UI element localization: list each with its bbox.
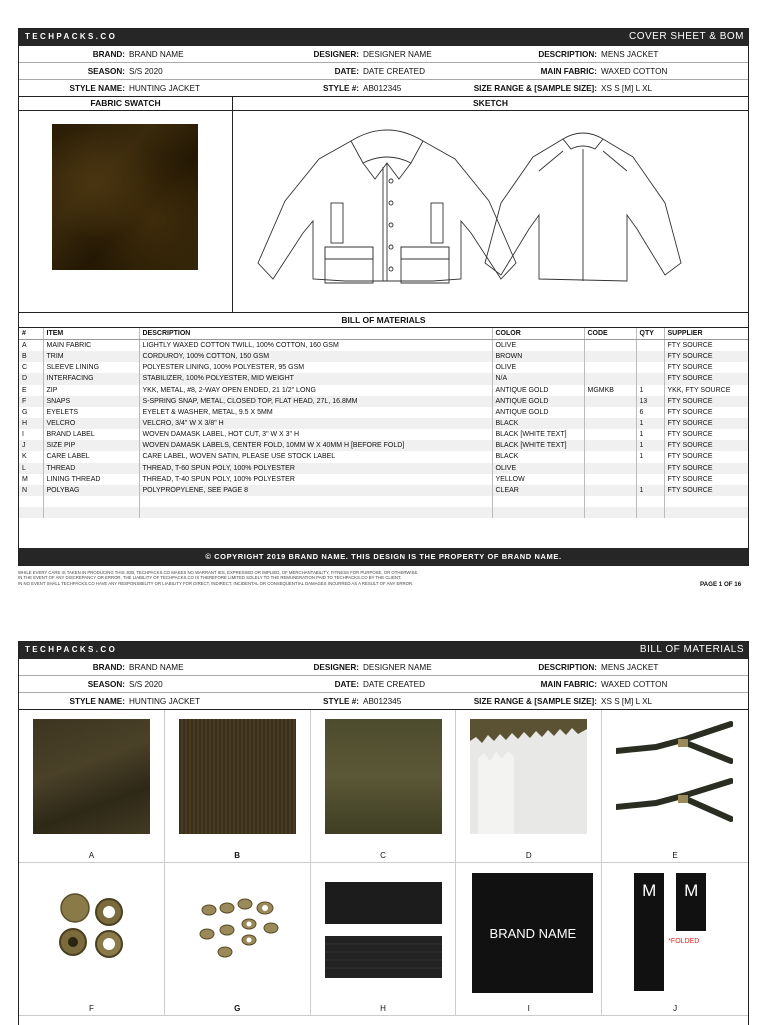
disclaimer-line: IN NO EVENT SHALL TECHPACKS.CO HAVE ANY RESPONSIBILITY OR LIABILITY FOR DIRECT, INDIRECT, INCIDENTAL OR CONSEQUENTIAL DAMAGES INCURRED AS A RESULT OF ANY ERROR.	[18, 580, 414, 586]
style-number-value: AB012345	[363, 83, 402, 93]
table-cell: FTY SOURCE	[664, 463, 748, 474]
table-cell: FTY SOURCE	[664, 396, 748, 407]
table-cell: 1	[636, 385, 664, 396]
lining-image	[325, 719, 442, 834]
style-number-value: AB012345	[363, 696, 402, 706]
table-cell: 1	[636, 429, 664, 440]
table-cell: WOVEN DAMASK LABEL, HOT CUT, 3" W X 3" H	[139, 429, 492, 440]
table-cell: CORDUROY, 100% COTTON, 150 GSM	[139, 351, 492, 362]
table-cell	[636, 474, 664, 485]
designer-value: DESIGNER NAME	[363, 662, 432, 672]
table-cell: VELCRO	[43, 418, 139, 429]
style-name-value: HUNTING JACKET	[129, 696, 200, 706]
table-cell: FTY SOURCE	[664, 485, 748, 496]
swatch-letter: H	[380, 1004, 386, 1013]
style-number-label: STYLE #:	[323, 83, 359, 93]
material-swatch-e	[602, 710, 748, 863]
table-cell: 1	[636, 418, 664, 429]
fabric-swatch-heading: FABRIC SWATCH	[19, 97, 232, 111]
material-swatch-i	[456, 863, 602, 1016]
info-row	[19, 80, 748, 96]
table-cell	[584, 362, 636, 373]
velcro-image	[325, 872, 442, 987]
table-row	[19, 474, 748, 485]
table-row	[19, 507, 748, 518]
disclaimer	[18, 570, 578, 586]
snaps-image	[33, 872, 150, 987]
logo: TECHPACKS.CO	[25, 32, 118, 41]
table-cell: LIGHTLY WAXED COTTON TWILL, 100% COTTON, 160 GSM	[139, 340, 492, 352]
table-cell: YELLOW	[492, 474, 584, 485]
table-row	[19, 418, 748, 429]
table-cell	[664, 507, 748, 518]
table-cell: 6	[636, 407, 664, 418]
table-cell: BLACK [WHITE TEXT]	[492, 429, 584, 440]
table-cell: 1	[636, 440, 664, 451]
corduroy-image	[179, 719, 296, 834]
table-cell: F	[19, 396, 43, 407]
material-swatch-g	[165, 863, 311, 1016]
eyelets-image	[179, 872, 296, 987]
season-value: S/S 2020	[129, 66, 163, 76]
table-cell	[584, 507, 636, 518]
table-cell: POLYBAG	[43, 485, 139, 496]
table-cell: K	[19, 451, 43, 462]
table-row	[19, 351, 748, 362]
table-cell: BRAND LABEL	[43, 429, 139, 440]
info-row	[19, 693, 748, 709]
bom-table	[19, 328, 748, 518]
sheet-title: COVER SHEET & BOM	[628, 31, 744, 42]
material-swatch-c	[311, 710, 457, 863]
description-value: MENS JACKET	[601, 49, 659, 59]
table-cell: J	[19, 440, 43, 451]
main-fabric-image	[33, 719, 150, 834]
table-cell: OLIVE	[492, 340, 584, 352]
style-name-value: HUNTING JACKET	[129, 83, 200, 93]
table-cell: 13	[636, 396, 664, 407]
table-cell: D	[19, 373, 43, 384]
material-swatch-b	[165, 710, 311, 863]
bom-column-header: ITEM	[43, 328, 139, 340]
table-cell	[636, 351, 664, 362]
material-swatch-h	[311, 863, 457, 1016]
table-cell	[584, 351, 636, 362]
table-cell: POLYPROPYLENE, SEE PAGE 8	[139, 485, 492, 496]
disclaimer-line: WHILE EVERY CARE IS TAKEN IN PRODUCING THIS JOB, TECHPACKS.CO MAKES NO WARRANT IES, EXPRESSED OR IMPLIED, OF MERCHANTABILITY, FITNESS FOR PURPOSE, OR OTHERWISE.	[18, 570, 419, 575]
table-cell	[584, 485, 636, 496]
table-row	[19, 362, 748, 373]
table-cell: BLACK	[492, 418, 584, 429]
table-cell: THREAD	[43, 463, 139, 474]
table-cell	[19, 496, 43, 507]
logo: TECHPACKS.CO	[25, 645, 118, 654]
size-range-label: SIZE RANGE & [SAMPLE SIZE]:	[473, 83, 597, 93]
jacket-sketch	[233, 111, 745, 309]
designer-label: DESIGNER:	[313, 49, 359, 59]
table-cell	[584, 496, 636, 507]
brand-value: BRAND NAME	[129, 662, 184, 672]
main-fabric-label: MAIN FABRIC:	[540, 679, 597, 689]
table-cell: THREAD, T-60 SPUN POLY, 100% POLYESTER	[139, 463, 492, 474]
table-cell: FTY SOURCE	[664, 440, 748, 451]
brand-label: BRAND:	[92, 662, 125, 672]
info-row	[19, 63, 748, 80]
swatch-letter: F	[88, 1004, 94, 1013]
table-cell: FTY SOURCE	[667, 342, 713, 350]
table-cell	[584, 407, 636, 418]
brand-value: BRAND NAME	[129, 49, 184, 59]
table-cell	[584, 418, 636, 429]
table-cell: FTY SOURCE	[667, 475, 713, 483]
table-cell	[584, 340, 636, 352]
table-cell: EYELET & WASHER, METAL, 9.5 X 5MM	[139, 407, 492, 418]
table-cell: E	[19, 385, 43, 396]
fabric-swatch-image	[52, 124, 198, 270]
table-cell: ZIP	[43, 385, 139, 396]
material-swatch-j	[602, 863, 748, 1016]
info-row	[19, 659, 748, 676]
table-cell: M	[19, 474, 43, 485]
sketch-panel	[233, 97, 748, 312]
swatch-letter: J	[673, 1004, 678, 1013]
table-row	[19, 451, 748, 462]
table-row	[19, 485, 748, 496]
table-cell: TRIM	[43, 351, 139, 362]
main-fabric-value: WAXED COTTON	[601, 66, 668, 76]
table-cell: 1	[636, 485, 664, 496]
description-value: MENS JACKET	[601, 662, 659, 672]
table-cell	[584, 429, 636, 440]
table-cell: INTERFACING	[43, 373, 139, 384]
table-cell	[636, 507, 664, 518]
swatch-letter: A	[88, 851, 95, 860]
brand-label-image: BRAND NAME	[472, 873, 593, 993]
bom-column-header: COLOR	[492, 328, 584, 340]
table-cell: FTY SOURCE	[667, 431, 713, 439]
date-label: DATE:	[334, 66, 359, 76]
table-row	[19, 496, 748, 507]
table-cell	[584, 451, 636, 462]
table-cell: SNAPS	[43, 396, 139, 407]
date-value: DATE CREATED	[363, 66, 426, 76]
style-number-label: STYLE #:	[323, 696, 359, 706]
info-block	[19, 46, 748, 97]
size-range-value: XS S [M] L XL	[601, 83, 653, 93]
table-cell: B	[19, 351, 43, 362]
table-cell	[636, 373, 664, 384]
table-row	[19, 429, 748, 440]
table-cell: S-SPRING SNAP, METAL, CLOSED TOP, FLAT HEAD, 27L, 16.8MM	[139, 396, 492, 407]
table-cell	[139, 496, 492, 507]
date-label: DATE:	[334, 679, 359, 689]
table-cell: BROWN	[492, 351, 584, 362]
info-row	[19, 676, 748, 693]
swatch-letter: D	[525, 851, 532, 860]
table-cell: MGMKB	[584, 385, 636, 396]
table-cell: C	[19, 362, 43, 373]
table-cell: A	[19, 340, 43, 352]
bom-column-header: SUPPLIER	[664, 328, 748, 340]
season-label: SEASON:	[87, 679, 125, 689]
table-cell: LINING THREAD	[43, 474, 139, 485]
table-row	[19, 463, 748, 474]
bom-column-header: QTY	[636, 328, 664, 340]
cover-sheet	[18, 28, 749, 566]
swatch-letter: E	[672, 851, 678, 860]
bom-column-header: #	[19, 328, 43, 340]
description-label: DESCRIPTION:	[538, 662, 597, 672]
table-row	[19, 396, 748, 407]
table-cell: 1	[636, 451, 664, 462]
table-cell: CARE LABEL, WOVEN SATIN, PLEASE USE STOCK LABEL	[139, 451, 492, 462]
size-pip-tag-folded: M	[676, 873, 706, 931]
style-name-label: STYLE NAME:	[69, 696, 125, 706]
table-cell: CLEAR	[492, 485, 584, 496]
table-cell	[584, 463, 636, 474]
table-cell	[584, 396, 636, 407]
size-pip-tag: M	[634, 873, 664, 991]
table-row	[19, 407, 748, 418]
table-cell: FTY SOURCE	[667, 364, 713, 372]
table-cell: BLACK [WHITE TEXT]	[492, 440, 584, 451]
table-cell: ANTIQUE GOLD	[492, 385, 584, 396]
material-swatch-grid	[19, 710, 748, 1016]
table-cell: YKK, METAL, #8, 2-WAY OPEN ENDED, 21 1/2" LONG	[139, 385, 492, 396]
table-cell: ANTIQUE GOLD	[492, 396, 584, 407]
bom-column-header: DESCRIPTION	[139, 328, 492, 340]
fabric-swatch-panel	[19, 97, 233, 312]
designer-label: DESIGNER:	[313, 662, 359, 672]
table-cell	[636, 340, 664, 352]
table-cell: POLYESTER LINING, 100% POLYESTER, 95 GSM	[139, 362, 492, 373]
bom-body	[19, 340, 748, 519]
table-cell	[664, 496, 748, 507]
bom-column-header: CODE	[584, 328, 636, 340]
copyright-bar: © COPYRIGHT 2019 BRAND NAME. THIS DESIGN IS THE PROPERTY OF BRAND NAME.	[19, 548, 748, 565]
table-cell	[636, 362, 664, 373]
table-cell	[636, 463, 664, 474]
size-range-label: SIZE RANGE & [SAMPLE SIZE]:	[473, 696, 597, 706]
style-name-label: STYLE NAME:	[69, 83, 125, 93]
table-cell: FTY SOURCE	[664, 373, 748, 384]
main-fabric-value: WAXED COTTON	[601, 679, 668, 689]
table-cell: H	[19, 418, 43, 429]
table-row	[19, 373, 748, 384]
jacket-front-drawing	[258, 130, 516, 283]
table-cell: VELCRO, 3/4" W X 3/8" H	[139, 418, 492, 429]
brand-label: BRAND:	[92, 49, 125, 59]
table-cell: EYELETS	[43, 407, 139, 418]
table-cell	[492, 507, 584, 518]
table-cell	[19, 507, 43, 518]
folded-note: *FOLDED	[668, 938, 700, 945]
table-cell: FTY SOURCE	[667, 408, 713, 416]
table-cell: THREAD, T-40 SPUN POLY, 100% POLYESTER	[139, 474, 492, 485]
bom-heading: BILL OF MATERIALS	[19, 313, 748, 328]
table-cell: ANTIQUE GOLD	[492, 407, 584, 418]
table-cell	[43, 496, 139, 507]
table-cell	[584, 440, 636, 451]
table-cell: N	[19, 485, 43, 496]
season-value: S/S 2020	[129, 679, 163, 689]
material-swatch-d	[456, 710, 602, 863]
art-section	[19, 97, 748, 313]
table-row	[19, 340, 748, 352]
table-cell: G	[19, 407, 43, 418]
info-row	[19, 46, 748, 63]
table-row	[19, 385, 748, 396]
table-cell: I	[19, 429, 43, 440]
table-cell: FTY SOURCE	[664, 418, 748, 429]
table-row	[19, 440, 748, 451]
zip-image	[616, 719, 733, 834]
material-swatch-a	[19, 710, 165, 863]
table-cell	[584, 373, 636, 384]
sketch-heading: SKETCH	[233, 97, 748, 111]
table-cell	[584, 474, 636, 485]
table-cell	[43, 507, 139, 518]
table-cell: OLIVE	[492, 463, 584, 474]
top-bar	[19, 642, 748, 659]
swatch-letter: I	[527, 1004, 530, 1013]
table-cell: STABILIZER, 100% POLYESTER, MID WEIGHT	[139, 373, 492, 384]
table-cell: SIZE PIP	[43, 440, 139, 451]
designer-value: DESIGNER NAME	[363, 49, 432, 59]
bom-sheet	[18, 641, 749, 1025]
info-block	[19, 659, 748, 710]
swatch-letter: G	[234, 1004, 241, 1013]
interfacing-image	[470, 719, 587, 834]
disclaimer-line: IN THE EVENT OF ANY DISCREPANCY OR ERROR, THE LIABILITY OF TECHPACKS.CO IS THEREFORE LIMITED SOLELY TO THE REMUNERATION PAID TO TECHPACKS.CO BY THE CLIENT.	[18, 575, 402, 581]
description-label: DESCRIPTION:	[538, 49, 597, 59]
table-cell: FTY SOURCE	[664, 351, 748, 362]
main-fabric-label: MAIN FABRIC:	[540, 66, 597, 76]
size-range-value: XS S [M] L XL	[601, 696, 653, 706]
table-cell	[636, 496, 664, 507]
table-cell: CARE LABEL	[43, 451, 139, 462]
date-value: DATE CREATED	[363, 679, 426, 689]
season-label: SEASON:	[87, 66, 125, 76]
table-cell	[492, 496, 584, 507]
table-cell: SLEEVE LINING	[43, 362, 139, 373]
table-cell: MAIN FABRIC	[43, 340, 139, 352]
bom-header-row	[19, 328, 748, 340]
table-cell: OLIVE	[492, 362, 584, 373]
table-cell: BLACK	[492, 451, 584, 462]
swatch-letter: C	[380, 851, 386, 860]
top-bar	[19, 29, 748, 46]
sheet-title: BILL OF MATERIALS	[639, 644, 744, 655]
page-number: PAGE 1 OF 16	[700, 581, 742, 588]
table-cell	[139, 507, 492, 518]
table-cell: N/A	[492, 373, 584, 384]
table-cell: WOVEN DAMASK LABELS, CENTER FOLD, 10MM W X 40MM H [BEFORE FOLD]	[139, 440, 492, 451]
material-swatch-f	[19, 863, 165, 1016]
swatch-letter: B	[234, 851, 241, 860]
table-cell: L	[19, 463, 43, 474]
table-cell: FTY SOURCE	[667, 453, 713, 461]
table-cell: YKK, FTY SOURCE	[667, 386, 731, 394]
